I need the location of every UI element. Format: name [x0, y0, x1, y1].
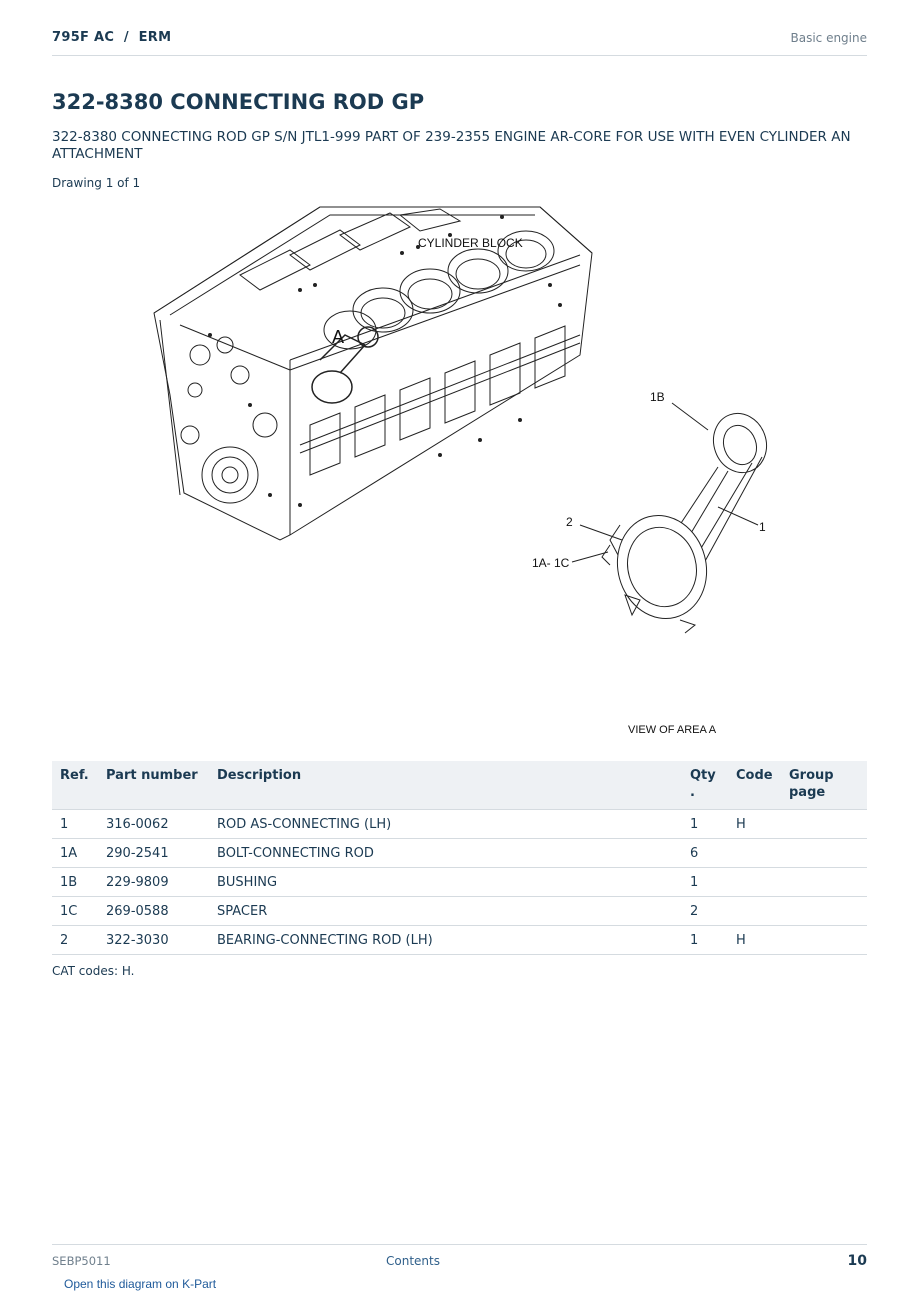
parts-diagram[interactable]	[140, 195, 780, 745]
breadcrumb: 795F AC / ERM	[52, 30, 172, 45]
table-row[interactable]	[52, 810, 867, 839]
area-a-label: A	[332, 327, 345, 347]
cell-part-number[interactable]: 269-0588	[98, 897, 209, 926]
cell-qty: 1	[682, 926, 728, 955]
cylinder-block-illustration	[154, 207, 592, 540]
col-code: Code	[728, 761, 781, 810]
col-description: Description	[209, 761, 682, 810]
cell-qty: 2	[682, 897, 728, 926]
drawing-counter: Drawing 1 of 1	[52, 176, 141, 190]
cell-ref: 1A	[52, 839, 98, 868]
table-row[interactable]	[52, 839, 867, 868]
cell-group-page	[781, 926, 867, 955]
cell-group-page	[781, 897, 867, 926]
cell-ref: 1C	[52, 897, 98, 926]
view-caption: VIEW OF AREA A	[628, 724, 717, 736]
cell-code	[728, 839, 781, 868]
cell-code: H	[728, 810, 781, 839]
cell-qty: 1	[682, 868, 728, 897]
cell-description: SPACER	[209, 897, 682, 926]
page-number: 10	[847, 1253, 867, 1269]
cell-description: BEARING-CONNECTING ROD (LH)	[209, 926, 682, 955]
group-description: 322-8380 CONNECTING ROD GP S/N JTL1-999 PART OF 239-2355 ENGINE AR-CORE FOR USE WITH EVEN CYLINDER AN ATTACHMENT	[52, 129, 851, 162]
kpart-link[interactable]: Open this diagram on K-Part	[64, 1277, 217, 1291]
cell-description: ROD AS-CONNECTING (LH)	[209, 810, 682, 839]
cell-part-number[interactable]: 229-9809	[98, 868, 209, 897]
cell-group-page	[781, 839, 867, 868]
callout-1a-1c[interactable]: 1A- 1C	[532, 556, 570, 570]
section-name: Basic engine	[790, 31, 867, 45]
cell-qty: 1	[682, 810, 728, 839]
col-part-number: Part number	[98, 761, 209, 810]
cell-group-page	[781, 868, 867, 897]
table-row[interactable]	[52, 926, 867, 955]
connecting-rod-illustration	[602, 406, 775, 633]
cell-ref: 1	[52, 810, 98, 839]
col-qty: Qty .	[682, 761, 728, 810]
page-title: 322-8380 CONNECTING ROD GP	[52, 90, 425, 114]
table-header-row	[52, 761, 867, 810]
document-id: SEBP5011	[52, 1254, 111, 1268]
cell-group-page	[781, 810, 867, 839]
cell-qty: 6	[682, 839, 728, 868]
contents-link[interactable]: Contents	[386, 1254, 440, 1268]
parts-table	[52, 761, 867, 955]
cell-description: BUSHING	[209, 868, 682, 897]
cell-part-number[interactable]: 322-3030	[98, 926, 209, 955]
cell-code	[728, 897, 781, 926]
table-row[interactable]	[52, 868, 867, 897]
cell-part-number[interactable]: 290-2541	[98, 839, 209, 868]
callout-1[interactable]: 1	[759, 520, 766, 534]
page-header	[52, 28, 867, 56]
cell-code	[728, 868, 781, 897]
callout-1b[interactable]: 1B	[650, 390, 665, 404]
col-ref: Ref.	[52, 761, 98, 810]
cell-part-number[interactable]: 316-0062	[98, 810, 209, 839]
cell-ref: 1B	[52, 868, 98, 897]
cell-code: H	[728, 926, 781, 955]
cell-description: BOLT-CONNECTING ROD	[209, 839, 682, 868]
callout-2[interactable]: 2	[566, 515, 573, 529]
cell-ref: 2	[52, 926, 98, 955]
cat-codes-note: CAT codes: H.	[52, 964, 135, 978]
parts-diagram-svg	[140, 195, 780, 745]
page-footer	[52, 1244, 867, 1274]
col-group-page: Group page	[781, 761, 867, 810]
cylinder-block-label: CYLINDER BLOCK	[418, 236, 523, 250]
table-row[interactable]	[52, 897, 867, 926]
